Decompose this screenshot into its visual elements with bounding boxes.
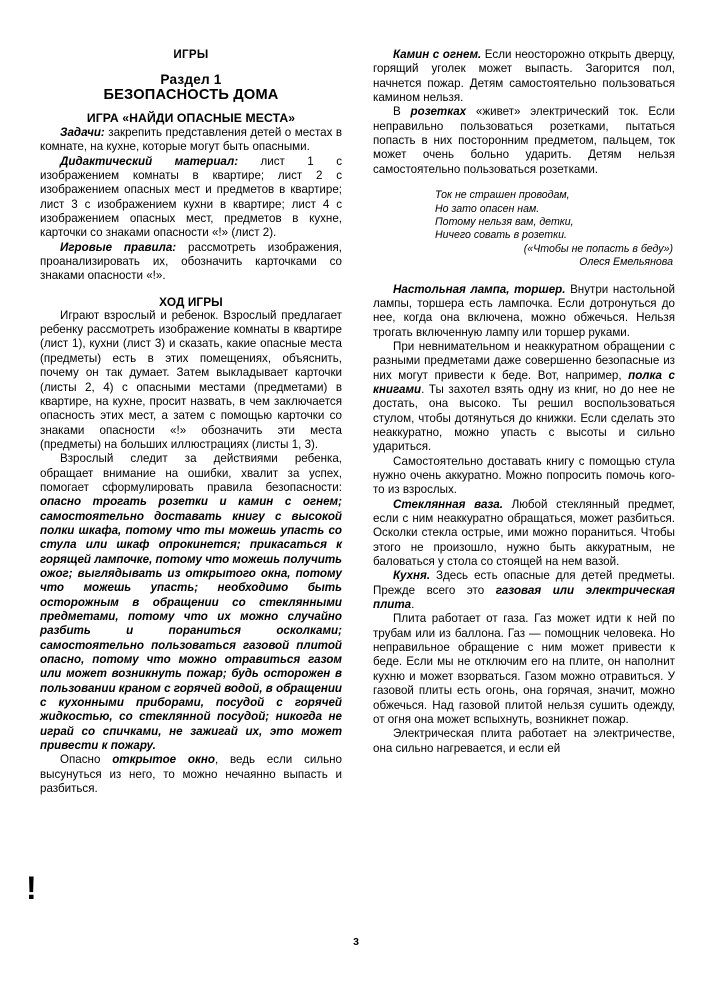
material-label: Дидактический материал:: [60, 154, 239, 168]
poem-line-4: Ничего совать в розетки.: [435, 229, 567, 242]
poem-author: Олеся Емельянова: [579, 256, 673, 269]
paragraph-bookshelf: [373, 340, 675, 455]
section-title: БЕЗОПАСНОСТЬ ДОМА: [103, 87, 279, 103]
rules-text: рассмотреть изображения, проанализировать их, обозначить карточками со знаками опасности «!».: [40, 240, 342, 283]
lamp-text: Внутри настольной лампы, торшера есть лампочка. Если дотронуться до нее, когда она включена, можно обжечься. Нельзя трогать включенную лампу или торшер руками.: [373, 282, 675, 339]
game-title: ИГРА «НАЙДИ ОПАСНЫЕ МЕСТА»: [86, 111, 296, 125]
paragraph-kitchen: [373, 569, 675, 612]
page-number: 3: [353, 936, 359, 948]
gameplay-rules-bold: опасно трогать розетки и камин с огнем; самостоятельно доставать книгу с высокой полки шкафа, потому что ты можешь упасть со стула или шкаф опрокинется; прикасаться к горящей лампочке, потому что можешь получить ожог; выглядывать из открытого окна, потому что можешь упасть; необходимо быть осторожным в обращении со стеклянными предметами, потому что их можно случайно разбить и пораниться осколками; самостоятельно пользоваться газовой плитой опасно, потому что можно отравиться газом или может возникнуть пожар; будь осторожен в пользовании краном с горячей водой, в обращении с кухонными приборами, посудой с горячей жидкостью, со стеклянной посудой; никогда не играй со спичками, не зажигай их, это может привести к пожару.: [40, 495, 343, 753]
kitchen-text-pre: Здесь есть опасные для детей предметы. Прежде всего это: [373, 569, 675, 597]
paragraph-fireplace: [373, 48, 675, 105]
stove-label: газовая или электрическая плита: [373, 583, 675, 612]
tasks-label: Задачи:: [60, 126, 105, 139]
vase-label: Стеклянная ваза.: [393, 497, 503, 511]
sockets-text: «живет» электрический ток. Если неправильно пользоваться розетками, пытаться попасть в них посторонним предметом, пальцем, ток может очень больно ударить. Детям нельзя самостоятельно пользоваться розетками.: [373, 105, 675, 176]
gameplay-plain-text: Взрослый следит за действиями ребенка, обращает внимание на ошибки, хвалит за успех, помогает сформулировать правила безопасности:: [40, 452, 342, 494]
shelf-text-pre: При невнимательном и неаккуратном обращении с разными предметами даже совершенно безопасные из них могут привести к беде. Вот, например,: [373, 339, 675, 382]
lamp-label: Настольная лампа, торшер.: [393, 282, 566, 296]
gameplay-heading: ХОД ИГРЫ: [159, 294, 223, 309]
window-label: открытое окно: [112, 753, 215, 767]
paragraph-gameplay-2: [40, 452, 342, 753]
poem-line-3: Потому нельзя вам, детки,: [435, 215, 574, 228]
bookshelf-label: полка с книгами: [373, 368, 675, 396]
poem-block: [373, 189, 675, 269]
paragraph-gas-stove: Плита работает от газа. Газ может идти к ней по трубам или из баллона. Газ — помощник человека. Но неправильное обращение с ним может привести к беде. Если мы не отключим его на плите, он наполнит кухню и может взорваться. Газом можно отравиться. У газовой плиты есть огонь, она горячая, значит, можно обжечься. Над газовой плитой нельзя сушить одежду, от огня она может вспыхнуть, возникнет пожар.: [373, 612, 675, 726]
exclamation-mark-icon: !: [26, 870, 37, 906]
paragraph-tasks: [40, 126, 342, 155]
vase-text: Любой стеклянный предмет, если с ним неаккуратно обращаться, может разбиться. Осколки стекла острые, ими можно пораниться. Чтобы этого не произошло, нужно быть аккуратным, не баловаться у стола со стоящей на нем вазой.: [373, 497, 675, 569]
kitchen-label: Кухня.: [393, 569, 431, 583]
paragraph-chair: Самостоятельно доставать книгу с помощью стула нужно очень аккуратно. Можно попросить помочь кого-то из взрослых.: [373, 454, 675, 497]
running-head: ИГРЫ: [173, 48, 209, 61]
paragraph-open-window: [40, 753, 342, 796]
fireplace-label: Камин с огнем.: [393, 48, 482, 61]
rules-label: Игровые правила:: [60, 240, 177, 254]
kitchen-text-post: .: [411, 598, 415, 612]
two-column-layout: [40, 48, 676, 948]
paragraph-electric-stove: Электрическая плита работает на электричестве, она сильно нагревается, и если ей: [373, 727, 675, 755]
tasks-text: закрепить представления детей о местах в комнате, на кухне, которые могут быть опасными.: [40, 126, 342, 154]
fireplace-text: Если неосторожно открыть дверцу, горящий уголек может выпасть. Загорится пол, начнется пожар. Детям самостоятельно пользоваться камином нельзя.: [373, 48, 675, 105]
poem-source: («Чтобы не попасть в беду»): [523, 242, 673, 255]
sockets-text-pre: В: [393, 105, 411, 119]
sockets-label: розетках: [410, 105, 467, 119]
section-number: Раздел 1: [160, 72, 222, 87]
left-column: [40, 48, 342, 948]
window-text-pre: Опасно: [60, 753, 113, 767]
shelf-text-post: . Ты захотел взять одну из книг, но до нее не достать, она высоко. Ты решил воспользоваться стулом, чтобы дотянуться до книжки. Если сделать это неаккуратно, можно упасть с высоты и сильно удариться.: [373, 382, 675, 454]
paragraph-material: [40, 155, 342, 241]
paragraph-sockets: [373, 105, 675, 177]
paragraph-vase: [373, 498, 675, 570]
window-text-post: , ведь если сильно высунуться из него, то можно нечаянно выпасть и разбиться.: [40, 753, 343, 796]
paragraph-rules: [40, 241, 342, 284]
right-column: [373, 48, 675, 948]
material-text: лист 1 с изображением комнаты в квартире; лист 2 с изображением опасных мест и предметов в квартире; лист 3 с изображением кухни в квартире; лист 4 с изображением опасных мест, предметов в кухне, карточки со знаками опасности «!» (лист 2).: [40, 154, 342, 240]
paragraph-lamp: [373, 283, 675, 340]
poem-line-1: Ток не страшен проводам,: [435, 189, 570, 202]
paragraph-gameplay-1: Играют взрослый и ребенок. Взрослый предлагает ребенку рассмотреть изображение комнаты в квартире (лист 1), кухни (лист 3) и сказать, какие опасные места (предметы) есть в этих помещениях, объяснить, почему он так думает. Затем выкладывает карточки (листы 2, 4) с опасными местами (предметами) в квартире, на кухне, просит назвать, в чем заключается опасность этих мест, а затем с помощью карточки со знаками опасности «!» обозначить эти места (предметы) на больших иллюстрациях (листы 1, 3).: [40, 308, 342, 451]
poem-line-2: Но зато опасен нам.: [435, 202, 540, 215]
